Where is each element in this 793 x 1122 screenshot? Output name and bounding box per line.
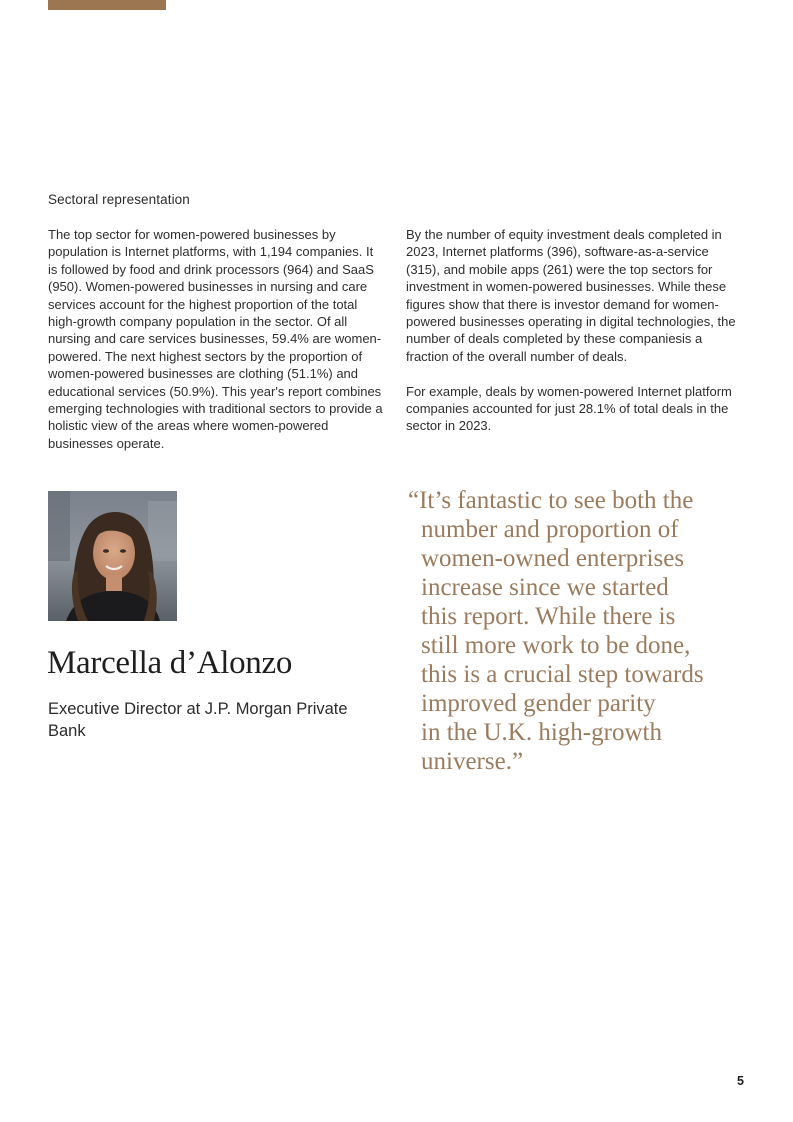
portrait-illustration [48, 491, 177, 621]
quote-line: this report. While there is [421, 603, 676, 630]
quote-line: this is a crucial step towards [421, 661, 704, 688]
quote-line: in the U.K. high-growth [421, 719, 662, 746]
quote-line: still more work to be done, [421, 632, 691, 659]
section-heading: Sectoral representation [48, 192, 190, 207]
right-column [406, 226, 742, 435]
quote-line: improved gender parity [421, 690, 656, 717]
portrait-photo [48, 491, 177, 621]
quote-line: women-owned enterprises [421, 545, 685, 572]
right-column-paragraph-1: By the number of equity investment deals completed in 2023, Internet platforms (396), software-as-a-service (315), and mobile apps (261) were the top sectors for investment in women-powered businesses. While these figures show that there is investor demand for women-powered businesses operating in digital technologies, the number of deals completed by these companiesis a fraction of the overall number of deals. [406, 227, 736, 364]
person-name: Marcella d’Alonzo [47, 645, 293, 681]
page-number: 5 [737, 1074, 744, 1088]
pull-quote [408, 486, 753, 776]
right-column-paragraph-2: For example, deals by women-powered Internet platform companies accounted for just 28.1% of total deals in the sector in 2023. [406, 383, 732, 434]
quote-line: universe.” [421, 748, 524, 775]
quote-line: “It’s fantastic to see both the [408, 487, 694, 514]
quote-line: increase since we started [421, 574, 669, 601]
quote-line: number and proportion of [421, 516, 679, 543]
person-role: Executive Director at J.P. Morgan Private Bank [48, 700, 348, 740]
left-column [48, 226, 384, 452]
left-column-paragraph: The top sector for women-powered businesses by population is Internet platforms, with 1,194 companies. It is followed by food and drink processors (964) and SaaS (950). Women-powered businesses in nursing and care services account for the highest proportion of the total high-growth company population in the sector. Of all nursing and care services businesses, 59.4% are women-powered. The next highest sectors by the proportion of women-powered businesses are clothing (51.1%) and educational services (50.9%). This year's report combines emerging technologies with traditional sectors to provide a holistic view of the areas where women-powered businesses operate. [48, 227, 383, 451]
accent-bar [48, 0, 166, 10]
